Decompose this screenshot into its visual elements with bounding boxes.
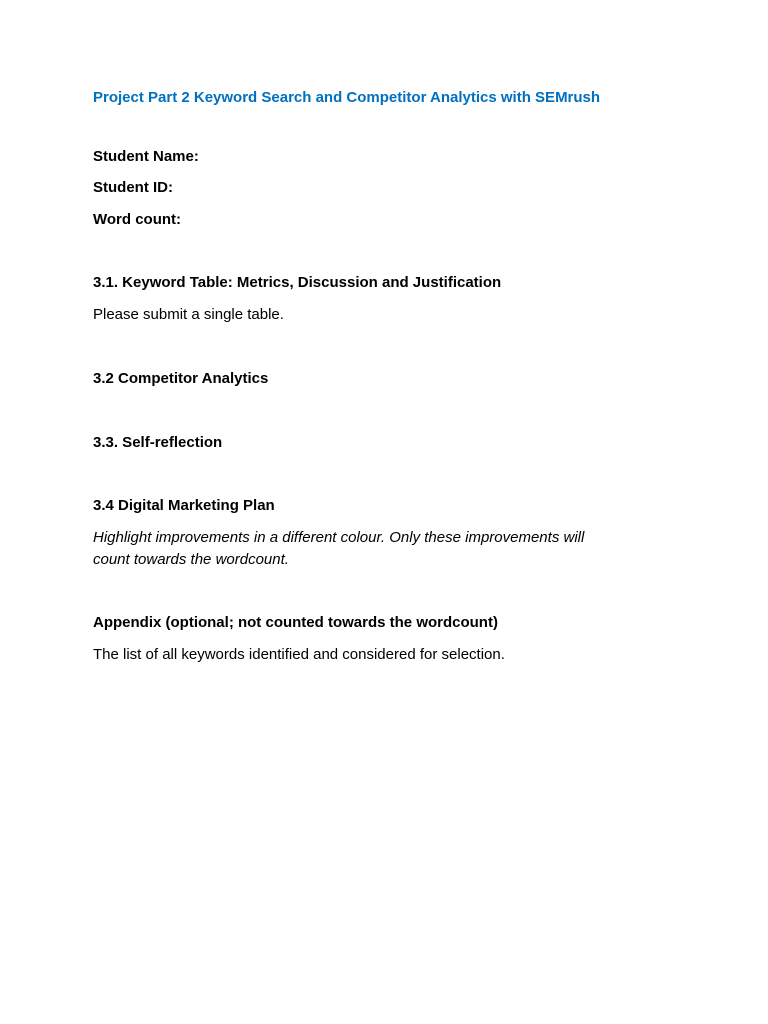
section-3-1-body: Please submit a single table.	[93, 306, 284, 323]
section-3-1-heading: 3.1. Keyword Table: Metrics, Discussion and Justification	[93, 274, 502, 291]
student-id-label: Student ID:	[93, 179, 173, 196]
section-3-2-heading: 3.2 Competitor Analytics	[93, 370, 269, 387]
word-count-label: Word count:	[93, 211, 182, 228]
section-3-4-heading: 3.4 Digital Marketing Plan	[93, 497, 275, 514]
section-3-3-heading: 3.3. Self-reflection	[93, 434, 223, 451]
appendix-body: The list of all keywords identified and considered for selection.	[93, 646, 505, 663]
section-3-4-body-line-2: count towards the wordcount.	[93, 551, 289, 568]
appendix-heading: Appendix (optional; not counted towards the wordcount)	[93, 614, 498, 631]
section-3-4-body-line-1: Highlight improvements in a different colour. Only these improvements will	[93, 529, 585, 546]
document-title: Project Part 2 Keyword Search and Competitor Analytics with SEMrush	[93, 89, 601, 106]
student-name-label: Student Name:	[93, 148, 199, 165]
